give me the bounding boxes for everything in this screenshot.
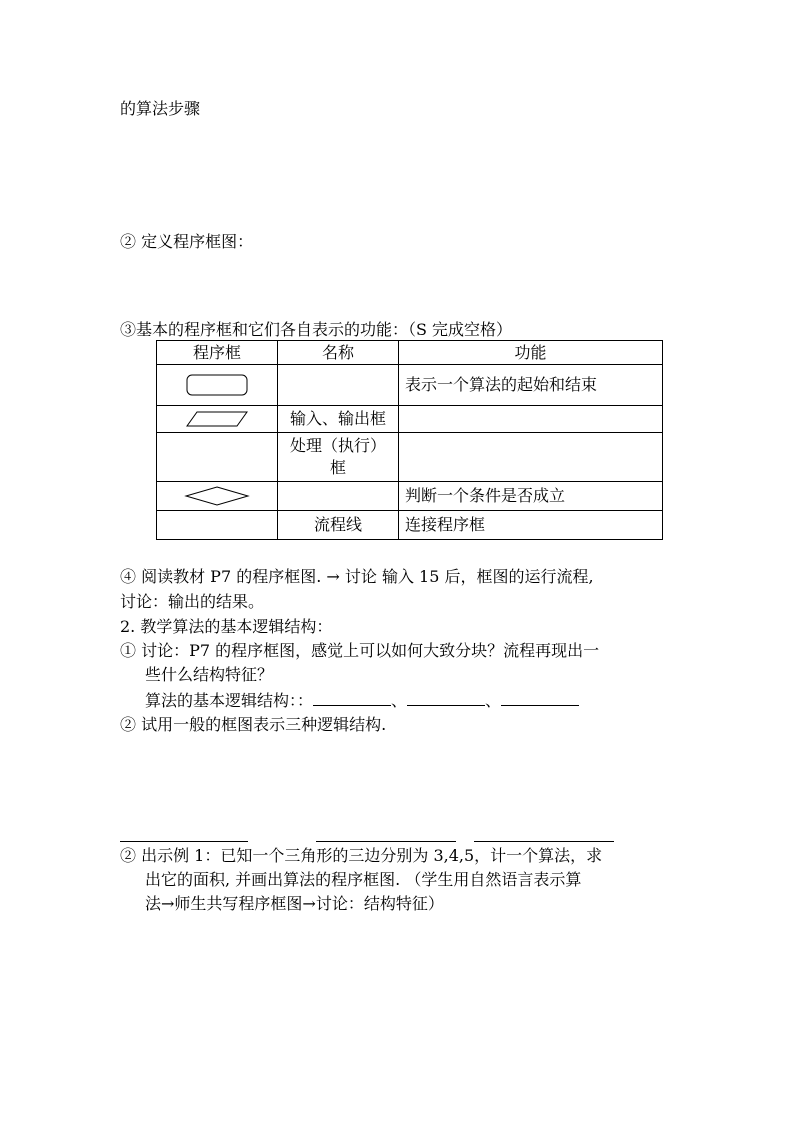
logic-structure-label: 算法的基本逻辑结构：：	[145, 691, 314, 710]
frame-function-table	[156, 340, 663, 540]
text-line-11: ② 出示例 1：已知一个三角形的三边分别为 3,4,5，计一个算法，求	[120, 846, 603, 865]
table-header-row	[157, 341, 663, 365]
text-line-8: 些什么结构特征？	[145, 665, 274, 684]
text-line-5: 讨论：输出的结果。	[120, 592, 265, 611]
table-row	[157, 365, 663, 406]
function-cell: 表示一个算法的起始和结束	[399, 365, 663, 406]
io-parallelogram-icon	[185, 410, 249, 428]
table-row	[157, 511, 663, 540]
text-line-13: 法→师生共写程序框图→讨论：结构特征）	[145, 894, 444, 913]
text-line-7: ① 讨论：P7 的程序框图，感觉上可以如何大致分块？流程再现出一	[120, 641, 600, 660]
text-line-12: 出它的面积, 并画出算法的程序框图. （学生用自然语言表示算	[145, 870, 582, 889]
function-cell: 连接程序框	[399, 511, 663, 540]
blank-rule-2	[316, 841, 456, 842]
table-row	[157, 406, 663, 433]
shape-cell	[157, 511, 278, 540]
header-name: 名称	[278, 341, 399, 365]
name-cell	[278, 365, 399, 406]
name-cell	[278, 482, 399, 511]
text-line-1: 的算法步骤	[120, 99, 201, 118]
function-cell	[399, 406, 663, 433]
text-line-6: 2. 教学算法的基本逻辑结构：	[120, 617, 333, 636]
text-line-2: ② 定义程序框图：	[120, 232, 254, 251]
shape-cell	[157, 482, 278, 511]
decision-diamond-icon	[184, 485, 250, 507]
separator: 、	[391, 691, 408, 710]
separator: 、	[485, 691, 502, 710]
terminal-shape-icon	[185, 373, 249, 397]
blank-structure-2[interactable]	[407, 689, 485, 706]
name-cell: 流程线	[278, 511, 399, 540]
shape-cell	[157, 365, 278, 406]
text-line-10: ② 试用一般的框图表示三种逻辑结构.	[120, 715, 387, 734]
text-line-4: ④ 阅读教材 P7 的程序框图. → 讨论 输入 15 后，框图的运行流程,	[120, 567, 594, 586]
function-cell	[399, 433, 663, 482]
table-row	[157, 433, 663, 482]
function-cell: 判断一个条件是否成立	[399, 482, 663, 511]
shape-cell	[157, 406, 278, 433]
blank-rule-3	[474, 841, 614, 842]
blank-structure-1[interactable]	[313, 689, 391, 706]
blank-structure-3[interactable]	[501, 689, 579, 706]
header-function: 功能	[399, 341, 663, 365]
blank-rule-1	[120, 841, 248, 842]
shape-cell	[157, 433, 278, 482]
text-line-9	[145, 689, 579, 712]
header-frame: 程序框	[157, 341, 278, 365]
name-cell: 处理（执行）框	[278, 433, 399, 482]
name-cell: 输入、输出框	[278, 406, 399, 433]
table-row	[157, 482, 663, 511]
text-line-3: ③基本的程序框和它们各自表示的功能：（S 完成空格）	[120, 320, 513, 339]
